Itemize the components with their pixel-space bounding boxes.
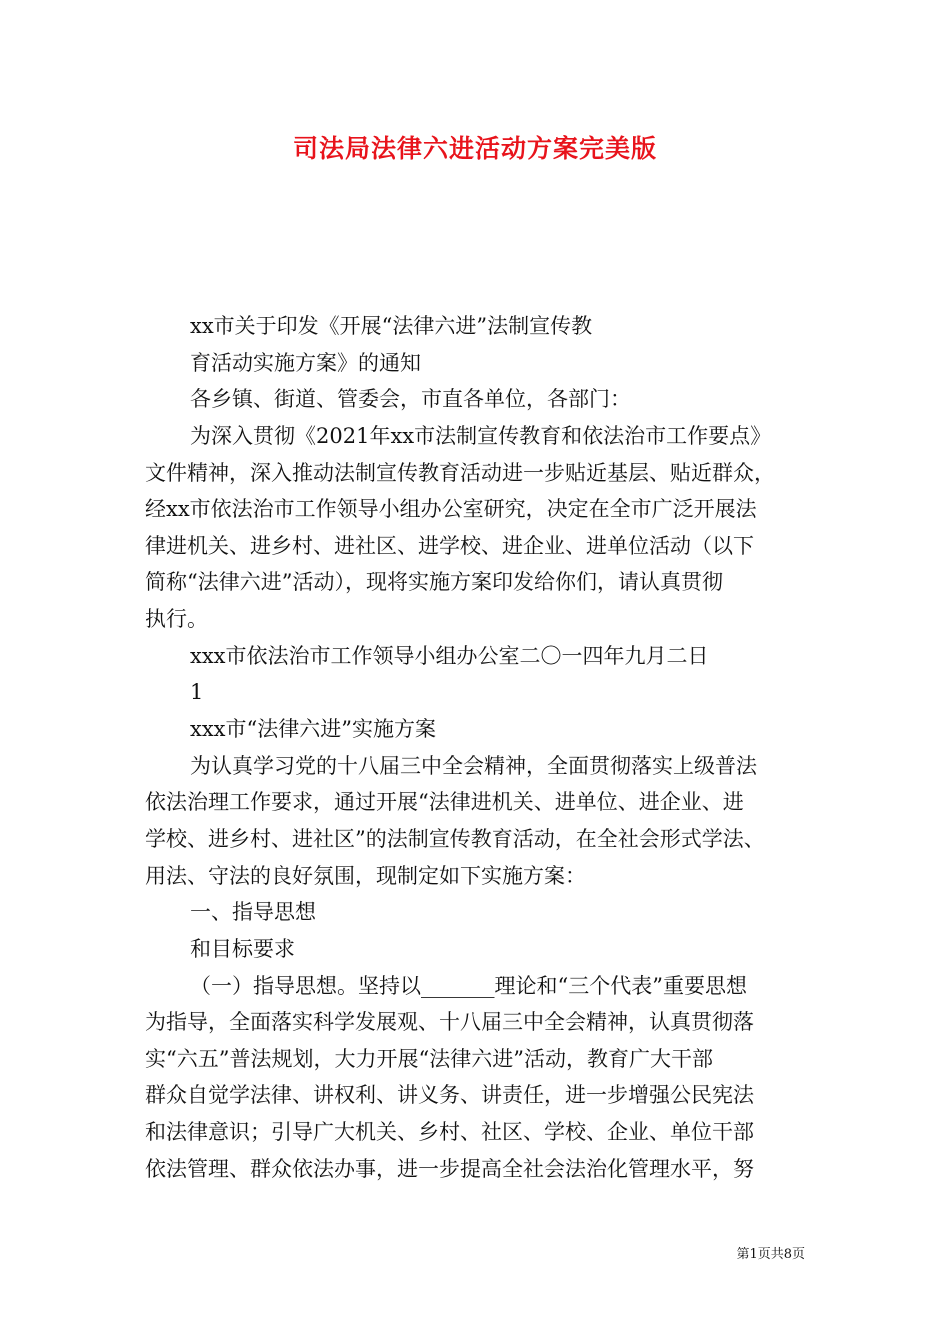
text-line: 依法治理工作要求，通过开展“法律进机关、进单位、进企业、进: [145, 790, 744, 815]
document-title: 司法局法律六进活动方案完美版: [292, 134, 657, 163]
text-line: 和法律意识；引导广大机关、乡村、社区、学校、企业、单位干部: [145, 1120, 754, 1145]
text-line: 为指导，全面落实科学发展观、十八届三中全会精神，认真贯彻落: [145, 1010, 754, 1035]
text-line: xxx市“法律六进”实施方案: [190, 717, 437, 742]
text-line: 1: [190, 680, 204, 705]
text-line: xxx市依法治市工作领导小组办公室二〇一四年九月二日: [190, 643, 709, 668]
text-line: 用法、守法的良好氛围，现制定如下实施方案：: [145, 863, 586, 888]
text-line: xx市关于印发《开展“法律六进”法制宣传教: [190, 314, 593, 338]
text-line: 文件精神，深入推动法制宣传教育活动进一步贴近基层、贴近群众，: [145, 460, 775, 485]
text-line: 各乡镇、街道、管委会，市直各单位，各部门：: [190, 387, 631, 412]
text-line: 学校、进乡村、进社区”的法制宣传教育活动，在全社会形式学法、: [145, 826, 765, 851]
text-line: 为认真学习党的十八届三中全会精神，全面贯彻落实上级普法: [190, 753, 757, 778]
text-line: 实“六五”普法规划，大力开展“法律六进”活动，教育广大干部: [145, 1046, 713, 1071]
text-line: 执行。: [145, 607, 208, 632]
text-line: 经xx市依法治市工作领导小组办公室研究，决定在全市广泛开展法: [145, 497, 757, 522]
text-line: 和目标要求: [190, 936, 295, 961]
text-line: 律进机关、进乡村、进社区、进学校、进企业、进单位活动（以下: [145, 533, 754, 558]
text-line: 简称“法律六进”活动），现将实施方案印发给你们，请认真贯彻: [145, 570, 723, 595]
text-line: 为深入贯彻《2021年xx市法制宣传教育和依法治市工作要点》: [190, 423, 772, 448]
text-line: 群众自觉学法律、讲权利、讲义务、讲责任，进一步增强公民宪法: [145, 1083, 754, 1108]
text-line: 一、指导思想: [190, 900, 316, 925]
text-line: 育活动实施方案》的通知: [190, 350, 421, 375]
text-line: （一）指导思想。坚持以_______理论和“三个代表”重要思想: [190, 973, 747, 998]
document-body: [145, 308, 825, 1187]
page-number-footer: 第1页共8页: [736, 1247, 805, 1262]
text-line: 依法管理、群众依法办事，进一步提高全社会法治化管理水平，努: [145, 1156, 754, 1181]
